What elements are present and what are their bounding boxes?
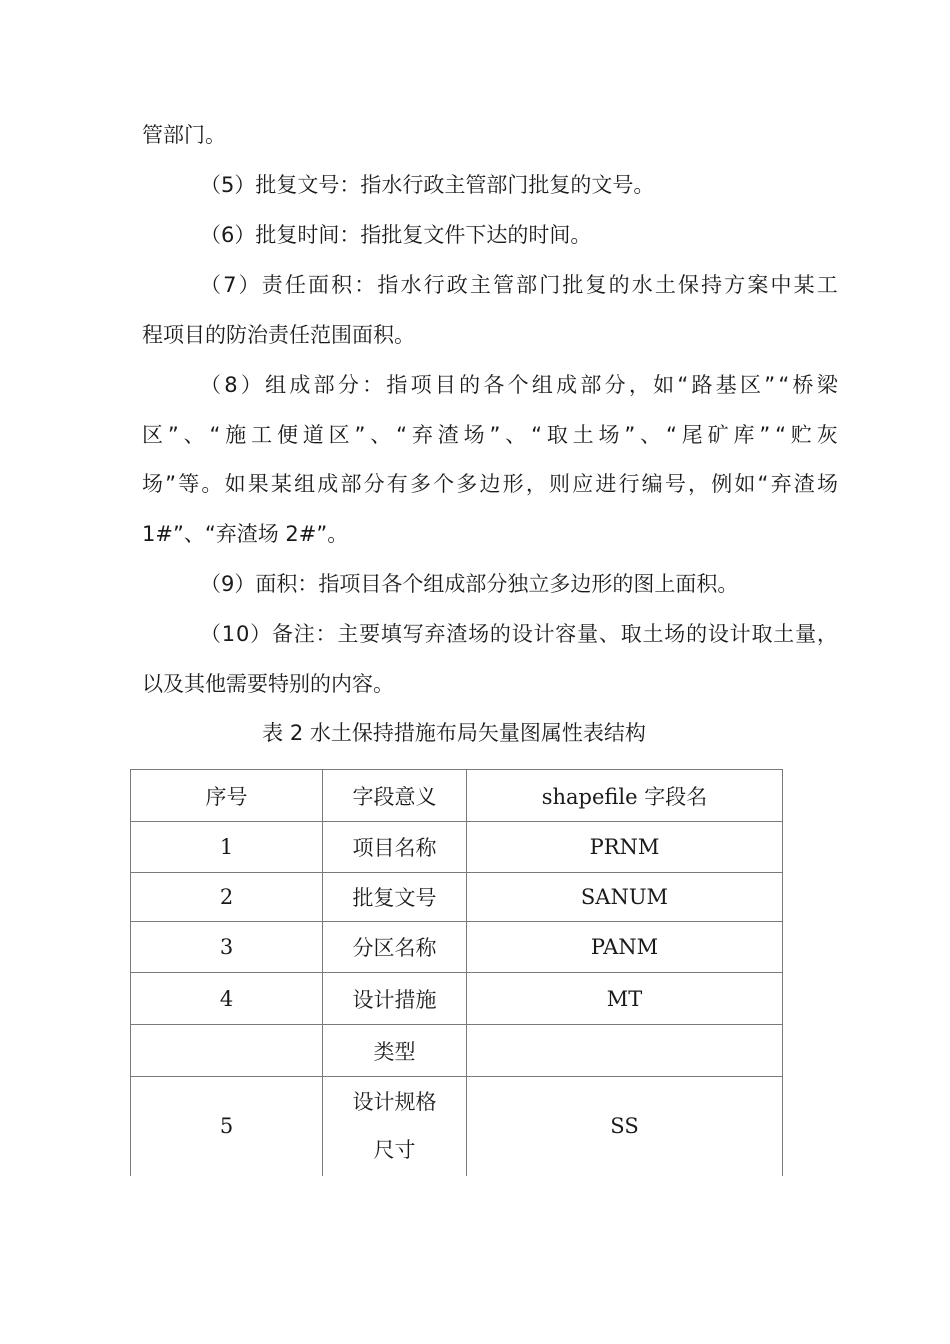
glyph: 例: [711, 472, 733, 496]
glyph: 场: [664, 622, 686, 646]
glyph: 区: [740, 373, 762, 397]
glyph: 场: [816, 472, 838, 496]
glyph: 土: [572, 423, 594, 447]
glyph: （: [200, 622, 221, 646]
glyph: 渣: [793, 472, 815, 496]
glyph: 复: [585, 273, 607, 297]
glyph: 进: [595, 472, 617, 496]
glyph: 责: [261, 273, 283, 297]
glyph: 案: [747, 273, 769, 297]
paragraph-text: [142, 420, 838, 450]
glyph: 注: [293, 622, 315, 646]
glyph: 渣: [437, 423, 459, 447]
glyph: ，: [525, 472, 547, 496]
cell-meaning: 设计措施: [323, 973, 467, 1025]
glyph: 行: [423, 273, 445, 297]
cell-index: 2: [131, 873, 323, 922]
glyph: 水: [631, 273, 653, 297]
table-row: [131, 1025, 783, 1077]
glyph: 弃: [770, 472, 792, 496]
cell-field: PRNM: [467, 822, 783, 873]
glyph: 1: [221, 622, 236, 646]
glyph: ”: [764, 373, 776, 397]
glyph: 保: [678, 273, 699, 297]
glyph: ：: [362, 373, 384, 397]
paragraph-item-6: （6）批复时间：指批复文件下达的时间。: [200, 223, 592, 247]
glyph: 工: [251, 423, 273, 447]
glyph: 0: [235, 622, 250, 646]
glyph: ，: [816, 622, 838, 646]
glyph: 容: [555, 622, 577, 646]
glyph: 7: [223, 273, 237, 297]
cell-meaning: 批复文号: [323, 873, 467, 922]
glyph: 如: [734, 472, 756, 496]
table-caption: 表 2 水土保持措施布局矢量图属性表结构: [262, 721, 646, 745]
glyph: 有: [386, 472, 408, 496]
glyph: “: [209, 423, 221, 447]
glyph: 的: [459, 373, 481, 397]
paragraph-item-9: （9）面积：指项目各个组成部分独立多边形的图上面积。: [200, 572, 739, 596]
paragraph-line: 管部门。: [142, 123, 226, 147]
glyph: 方: [724, 273, 746, 297]
glyph: 、: [640, 423, 662, 447]
glyph: 门: [539, 273, 561, 297]
glyph: 、: [505, 423, 527, 447]
glyph: ）: [240, 373, 262, 397]
cell-field: SS: [467, 1077, 783, 1176]
glyph: 要: [359, 622, 381, 646]
glyph: 矿: [707, 423, 729, 447]
glyph: 则: [548, 472, 570, 496]
cell-index: [131, 1025, 323, 1077]
cell-meaning: 分区名称: [323, 922, 467, 973]
cell-index: 5: [131, 1077, 323, 1176]
paragraph-item-8-line-3: [142, 469, 838, 499]
paragraph-text: [200, 270, 838, 300]
glyph: 部: [340, 472, 362, 496]
header-cell-field: shapefile 字段名: [467, 770, 783, 822]
glyph: ）: [250, 622, 272, 646]
glyph: 道: [302, 423, 324, 447]
glyph: ：: [354, 273, 376, 297]
glyph: 目: [434, 373, 456, 397]
glyph: 果: [247, 472, 269, 496]
glyph: ”: [489, 423, 501, 447]
table-row: [131, 922, 783, 973]
attribute-table: [130, 769, 783, 1176]
glyph: 取: [620, 622, 642, 646]
cell-meaning: 项目名称: [323, 822, 467, 873]
glyph: “: [757, 472, 769, 496]
glyph: 、: [370, 423, 392, 447]
glyph: 持: [701, 273, 723, 297]
cell-field: PANM: [467, 922, 783, 973]
glyph: 任: [284, 273, 306, 297]
table-row: [131, 1077, 783, 1176]
glyph: 的: [608, 273, 630, 297]
glyph: 。: [201, 472, 223, 496]
glyph: 指: [377, 273, 399, 297]
glyph: 基: [715, 373, 737, 397]
glyph: 部: [580, 373, 602, 397]
glyph: 写: [402, 622, 424, 646]
glyph: 面: [308, 273, 329, 297]
cell-field: [467, 1025, 783, 1077]
glyph: 取: [751, 622, 773, 646]
glyph: 分: [363, 472, 385, 496]
table-row: [131, 973, 783, 1025]
glyph: 场: [142, 472, 163, 496]
paragraph-item-10-line-2: 以及其他需要特别的内容。: [142, 672, 394, 696]
glyph: 组: [265, 373, 287, 397]
header-cell-meaning: 字段意义: [323, 770, 467, 822]
glyph: 项: [410, 373, 432, 397]
glyph: 土: [773, 622, 795, 646]
glyph: （: [200, 373, 221, 397]
glyph: 灰: [816, 423, 838, 447]
cell-meaning: [323, 1077, 467, 1176]
glyph: 、: [598, 622, 620, 646]
glyph: 梁: [816, 373, 838, 397]
paragraph-item-8-line-4: 1#”、“弃渣场 2#”。: [142, 522, 349, 546]
glyph: 场: [468, 622, 490, 646]
glyph: 应: [572, 472, 594, 496]
glyph: 组: [294, 472, 316, 496]
glyph: 场: [598, 423, 620, 447]
glyph: ，: [628, 373, 650, 397]
glyph: 个: [433, 472, 455, 496]
glyph: 水: [400, 273, 422, 297]
glyph: ：: [315, 622, 337, 646]
glyph: 备: [271, 622, 293, 646]
paragraph-item-8-line-1: [200, 370, 838, 400]
glyph: “: [531, 423, 542, 447]
paragraph-text: [200, 370, 838, 400]
glyph: 的: [686, 622, 708, 646]
glyph: 形: [502, 472, 524, 496]
paragraph-item-10-line-1: [200, 619, 838, 649]
glyph: ”: [759, 423, 771, 447]
glyph: “: [666, 423, 677, 447]
glyph: 工: [816, 273, 838, 297]
glyph: 部: [313, 373, 335, 397]
glyph: 多: [409, 472, 431, 496]
cell-field: MT: [467, 973, 783, 1025]
glyph: 、: [183, 423, 205, 447]
table-header-row: [131, 770, 783, 822]
glyph: “: [677, 373, 689, 397]
glyph: 路: [691, 373, 713, 397]
glyph: 区: [328, 423, 350, 447]
glyph: “: [775, 423, 786, 447]
glyph: 设: [707, 622, 729, 646]
glyph: 桥: [792, 373, 814, 397]
glyph: （: [200, 273, 221, 297]
glyph: 成: [556, 373, 578, 397]
paragraph-text: [200, 619, 838, 649]
table-row: [131, 873, 783, 922]
glyph: 场: [463, 423, 485, 447]
glyph: 量: [577, 622, 599, 646]
paragraph-item-5: （5）批复文号：指水行政主管部门批复的文号。: [200, 173, 655, 197]
cell-index: 1: [131, 822, 323, 873]
paragraph-item-8-line-2: [142, 420, 838, 450]
glyph: 号: [664, 472, 686, 496]
glyph: 的: [489, 622, 511, 646]
glyph: 部: [516, 273, 538, 297]
glyph: 主: [337, 622, 359, 646]
glyph: 如: [224, 472, 246, 496]
glyph: 行: [618, 472, 640, 496]
glyph: 组: [531, 373, 553, 397]
glyph: ”: [165, 472, 177, 496]
cell-meaning-line: 尺寸: [373, 1138, 416, 1163]
glyph: ”: [167, 423, 179, 447]
glyph: 取: [546, 423, 568, 447]
cell-field: SANUM: [467, 873, 783, 922]
glyph: 计: [729, 622, 751, 646]
glyph: 分: [337, 373, 359, 397]
glyph: 批: [562, 273, 584, 297]
glyph: 等: [178, 472, 200, 496]
glyph: 某: [270, 472, 292, 496]
glyph: 土: [654, 273, 676, 297]
cell-meaning-line: 设计规格: [352, 1090, 437, 1115]
glyph: 便: [276, 423, 298, 447]
glyph: ”: [624, 423, 636, 447]
table-row: [131, 822, 783, 873]
glyph: 库: [733, 423, 755, 447]
glyph: 尾: [681, 423, 703, 447]
glyph: 成: [317, 472, 339, 496]
glyph: 多: [456, 472, 478, 496]
glyph: 量: [795, 622, 817, 646]
paragraph-item-7-line-1: [200, 270, 838, 300]
header-cell-index: 序号: [131, 770, 323, 822]
glyph: 施: [225, 423, 247, 447]
glyph: 积: [331, 273, 353, 297]
glyph: 政: [446, 273, 468, 297]
glyph: “: [778, 373, 790, 397]
glyph: 区: [142, 423, 163, 447]
cell-index: 4: [131, 973, 323, 1025]
glyph: ）: [238, 273, 260, 297]
glyph: ，: [688, 472, 710, 496]
glyph: 主: [469, 273, 491, 297]
paragraph-text: [142, 469, 838, 499]
glyph: 8: [224, 373, 238, 397]
glyph: 边: [479, 472, 501, 496]
glyph: 土: [642, 622, 664, 646]
glyph: 个: [507, 373, 529, 397]
glyph: 如: [653, 373, 675, 397]
glyph: 弃: [424, 622, 446, 646]
glyph: 成: [289, 373, 311, 397]
glyph: 管: [493, 273, 514, 297]
glyph: 弃: [411, 423, 433, 447]
glyph: 计: [533, 622, 555, 646]
paragraph-item-7-line-2: 程项目的防治责任范围面积。: [142, 323, 415, 347]
glyph: 设: [511, 622, 533, 646]
cell-meaning: 类型: [323, 1025, 467, 1077]
glyph: “: [396, 423, 408, 447]
glyph: 编: [641, 472, 663, 496]
glyph: 填: [380, 622, 402, 646]
glyph: 中: [770, 273, 792, 297]
cell-index: 3: [131, 922, 323, 973]
glyph: 某: [793, 273, 815, 297]
glyph: 分: [604, 373, 626, 397]
glyph: ”: [354, 423, 366, 447]
glyph: 贮: [790, 423, 812, 447]
glyph: 指: [386, 373, 408, 397]
glyph: 各: [483, 373, 505, 397]
glyph: 渣: [446, 622, 468, 646]
